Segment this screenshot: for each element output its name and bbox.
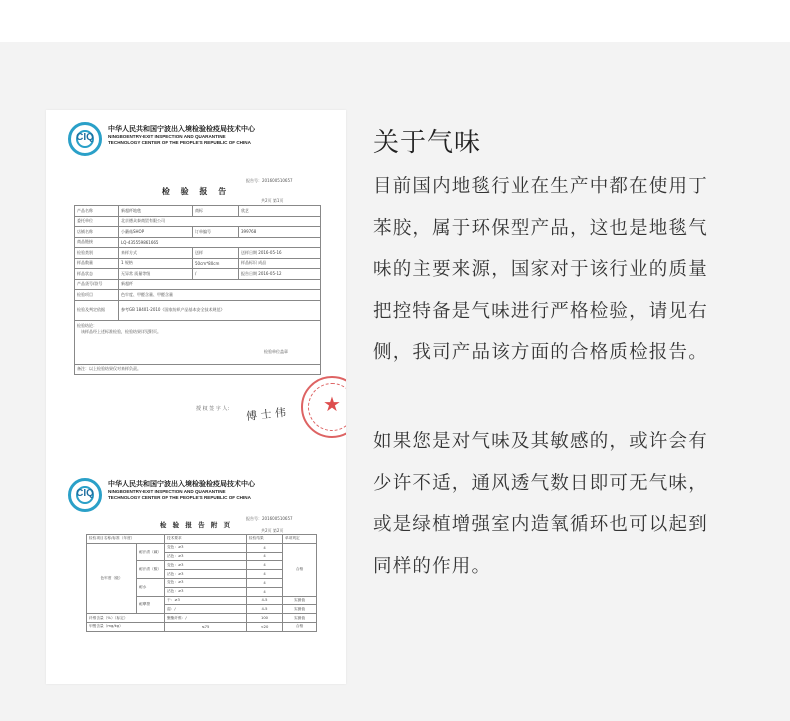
- org-name-cn: 中华人民共和国宁波出入境检验检疫局技术中心: [108, 481, 255, 488]
- signature: 傅 士 伟: [245, 405, 287, 424]
- table-row: 沾色：≥3 4: [87, 552, 317, 561]
- table-row: 样品数量 1 规格 50cm*80cm 样品标识 成品: [75, 258, 321, 269]
- table-row: 检验项目 色牢度、甲醛含量、甲醛含量: [75, 290, 321, 301]
- table-row: 商品链接 LQ-435559861665: [75, 237, 321, 248]
- table-row: 委托单位 北京德众泰商贸有限公司: [75, 216, 321, 227]
- remark-row: 备注：以上检验结果仅对来样负责。: [75, 364, 321, 375]
- report-page-info: 共2页 第1页: [261, 198, 284, 203]
- attachment-title: 检 验 报 告 附 页: [159, 521, 233, 529]
- report-number: 报告号：201600510657: [246, 178, 293, 183]
- table-row: 耐水 变色：≥3 4: [87, 578, 317, 587]
- report-title: 检 验 报 告: [161, 186, 231, 196]
- paragraph-line: 同样的作用。: [373, 555, 492, 577]
- table-row: 产品货号/款号 新超纤: [75, 279, 321, 290]
- table-row: 沾色：≥3 4: [87, 570, 317, 579]
- attachment-table: [86, 534, 317, 632]
- paragraph-line: 目前国内地毯行业在生产中都在使用丁: [373, 176, 708, 197]
- org-name-en-1: NINGBOENTRY-EXIT INSPECTION AND QUARANTINE: [108, 134, 226, 139]
- paragraph-line: 如果您是对气味及其敏感的，或许会有: [373, 431, 708, 452]
- org-name-en-2: TECHNOLOGY CENTER OF THE PEOPLE'S REPUBLIC OF CHINA: [108, 495, 251, 500]
- signer-label: 授 权 签 字 人：: [196, 406, 233, 412]
- table-header-row: 检验项目名称/标准（年度） 技术要求 检验结果 单项判定: [87, 535, 317, 544]
- attachment-page-info: 共2页 第2页: [261, 528, 284, 533]
- inspection-report-image: [46, 110, 346, 684]
- top-band: [0, 0, 790, 42]
- paragraph-line: 或是绿植增强室内造氧循环也可以起到: [373, 514, 708, 535]
- paragraph-line: 侧，我司产品该方面的合格质检报告。: [373, 342, 708, 363]
- conclusion-row: [75, 320, 321, 364]
- paragraph-line: 味的主要来源，国家对于该行业的质量: [373, 259, 708, 280]
- table-row: 纤维含量（%）（标定） 聚酯纤维：/ 100 实测值: [87, 614, 317, 623]
- conclusion-text: 该样品经上述标准检验，检验结果详见附页。: [81, 328, 161, 334]
- table-row: 产品名称 新超纤地毯 商标 欣艺: [75, 206, 321, 217]
- paragraph-line: 苯胶，属于环保型产品，这也是地毯气: [373, 217, 708, 239]
- org-name-en-2: TECHNOLOGY CENTER OF THE PEOPLE'S REPUBLIC OF CHINA: [108, 140, 251, 145]
- table-row: 甲醛含量（mg/kg） ≤75 <20 合格: [87, 622, 317, 631]
- official-stamp-icon: ★: [301, 376, 346, 438]
- ciq-logo-icon: CIQ: [68, 478, 102, 512]
- table-row: 色牢度（级） 耐汗渍（碱） 变色：≥3 4 合格: [87, 543, 317, 552]
- table-row: 样品状态 无异常 质量等级 / 报告日期 2016-05-12: [75, 269, 321, 280]
- stamp-note: 检验单位盖章: [264, 348, 288, 354]
- org-name-en-1: NINGBOENTRY-EXIT INSPECTION AND QUARANTINE: [108, 489, 226, 494]
- inspection-report-page-2: [46, 462, 346, 684]
- table-row: 湿：/ 4-5 实测值: [87, 605, 317, 614]
- attachment-report-number: 报告号：201600510657: [246, 516, 293, 521]
- table-row: 耐汗渍（酸） 变色：≥3 4: [87, 561, 317, 570]
- table-row: 店铺名称 小蘑菇SHOP 订单编号 399768: [75, 227, 321, 238]
- section-heading: 关于气味: [373, 128, 482, 158]
- table-row: 沾色：≥3 4: [87, 587, 317, 596]
- org-header: [108, 124, 255, 146]
- table-row: 耐摩擦 干：≥3 4-5 实测值: [87, 596, 317, 605]
- table-row: 检验类别 来样方式 送样 送样日期 2016-05-16: [75, 248, 321, 259]
- paragraph-line: 少许不适，通风透气数日即可无气味，: [373, 472, 708, 494]
- paragraph-line: 把控特备是气味进行严格检验，请见右: [373, 300, 708, 322]
- sensitivity-advice-paragraph: [373, 421, 753, 587]
- table-row: 检验及判定依据 参考GB 18401-2010《国家纺织产品基本安全技术规范》: [75, 300, 321, 320]
- odor-description-paragraph: [373, 166, 753, 374]
- inspection-report-page-1: [46, 110, 346, 430]
- org-header: [108, 479, 255, 501]
- ciq-logo-icon: CIQ: [68, 122, 102, 156]
- org-name-cn: 中华人民共和国宁波出入境检验检疫局技术中心: [108, 126, 255, 133]
- conclusion-label: 检验结论：: [77, 322, 97, 328]
- report-table: [74, 205, 321, 375]
